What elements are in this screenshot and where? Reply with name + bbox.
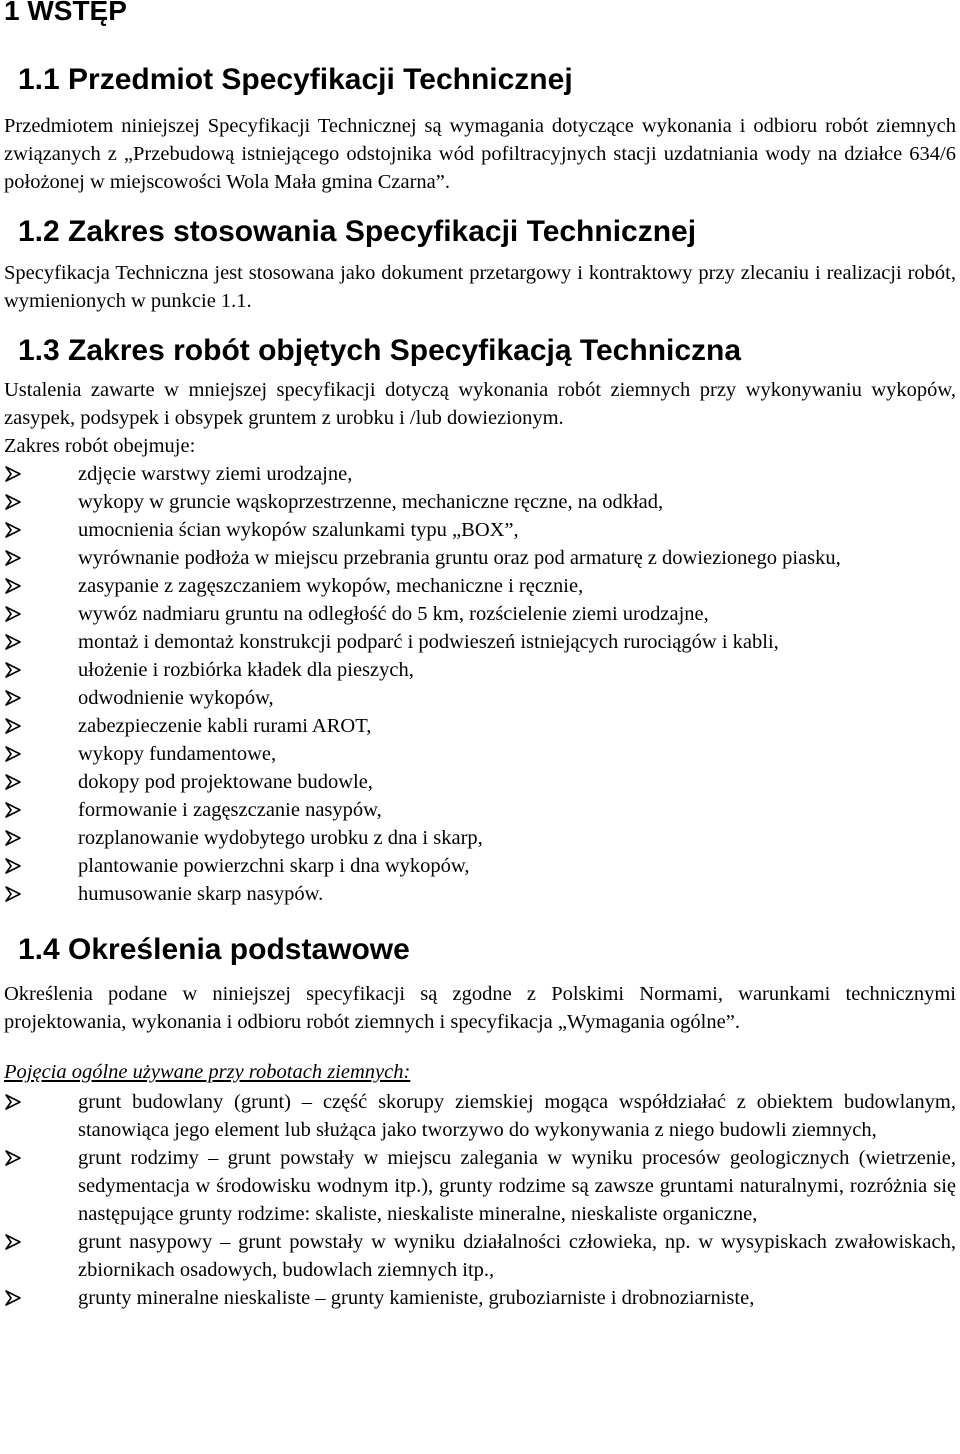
list-item-text: zabezpieczenie kabli rurami AROT, — [78, 715, 372, 737]
arrow-bullet-icon — [4, 796, 28, 824]
list-item — [4, 656, 956, 684]
section-heading-1-1: 1.1 Przedmiot Specyfikacji Technicznej — [18, 63, 573, 96]
arrow-bullet-icon — [4, 656, 28, 684]
list-item — [4, 572, 956, 600]
list-item-text: formowanie i zagęszczanie nasypów, — [78, 799, 382, 821]
list-item-text: wykopy w gruncie wąskoprzestrzenne, mechaniczne ręczne, na odkład, — [78, 491, 664, 513]
list-item-text: plantowanie powierzchni skarp i dna wykopów, — [78, 855, 470, 877]
list-item — [4, 460, 956, 488]
list-item-text: humusowanie skarp nasypów. — [78, 883, 324, 905]
scope-intro: Zakres robót obejmuje: — [4, 435, 196, 457]
list-item-text: grunt rodzimy – grunt powstały w miejscu zalegania w wyniku procesów geologicznych (wietrzenie, sedymentacja w środowisku wodnym itp.), grunty rodzime są zawsze gruntami naturalnymi, rozróżnia się następujące grunty rodzime: skaliste, nieskaliste mineralne, nieskaliste organiczne, — [78, 1147, 956, 1225]
list-item — [4, 824, 956, 852]
arrow-bullet-icon — [4, 740, 28, 768]
list-item — [4, 1228, 956, 1284]
arrow-bullet-icon — [4, 628, 28, 656]
list-item — [4, 852, 956, 880]
list-item — [4, 740, 956, 768]
arrow-bullet-icon — [4, 712, 28, 740]
arrow-bullet-icon — [4, 768, 28, 796]
chapter-heading: 1 WSTĘP — [4, 0, 127, 26]
arrow-bullet-icon — [4, 572, 28, 600]
arrow-bullet-icon — [4, 516, 28, 544]
list-item-text: dokopy pod projektowane budowle, — [78, 771, 373, 793]
section-paragraph-1-3: Ustalenia zawarte w mniejszej specyfikacji dotyczą wykonania robót ziemnych przy wykonywaniu wykopów, zasypek, podsypek i obsypek gruntem z urobku i /lub dowiezionym. — [4, 379, 956, 429]
section-heading-1-4: 1.4 Określenia podstawowe — [18, 933, 410, 966]
list-item — [4, 488, 956, 516]
list-item-text: zasypanie z zagęszczaniem wykopów, mechaniczne i ręcznie, — [78, 575, 584, 597]
list-item — [4, 516, 956, 544]
list-item-text: montaż i demontaż konstrukcji podparć i podwieszeń istniejących rurociągów i kabli, — [78, 631, 779, 653]
list-item-text: wywóz nadmiaru gruntu na odległość do 5 km, rozścielenie ziemi urodzajne, — [78, 603, 709, 625]
terms-heading: Pojęcia ogólne używane przy robotach ziemnych: — [4, 1061, 411, 1083]
section-heading-1-3: 1.3 Zakres robót objętych Specyfikacją Techniczna — [18, 334, 742, 367]
arrow-bullet-icon — [4, 824, 28, 852]
terms-list — [4, 1088, 956, 1312]
list-item-text: odwodnienie wykopów, — [78, 687, 274, 709]
list-item — [4, 684, 956, 712]
list-item-text: rozplanowanie wydobytego urobku z dna i skarp, — [78, 827, 483, 849]
section-heading-1-2: 1.2 Zakres stosowania Specyfikacji Technicznej — [18, 215, 697, 248]
list-item — [4, 712, 956, 740]
arrow-bullet-icon — [4, 600, 28, 628]
list-item — [4, 796, 956, 824]
arrow-bullet-icon — [4, 1088, 28, 1116]
arrow-bullet-icon — [4, 544, 28, 572]
section-paragraph-1-1: Przedmiotem niniejszej Specyfikacji Technicznej są wymagania dotyczące wykonania i odbioru robót ziemnych związanych z „Przebudową istniejącego odstojnika wód pofiltracyjnych stacji uzdatniania wody na działce 634/6 położonej w miejscowości Wola Mała gmina Czarna”. — [4, 115, 956, 193]
section-paragraph-1-4: Określenia podane w niniejszej specyfikacji są zgodne z Polskimi Normami, warunkami technicznymi projektowania, wykonania i odbioru robót ziemnych i specyfikacja „Wymagania ogólne”. — [4, 983, 956, 1033]
list-item — [4, 1088, 956, 1144]
list-item — [4, 544, 956, 572]
list-item-text: zdjęcie warstwy ziemi urodzajne, — [78, 463, 353, 485]
list-item — [4, 768, 956, 796]
arrow-bullet-icon — [4, 852, 28, 880]
arrow-bullet-icon — [4, 1228, 28, 1256]
list-item-text: ułożenie i rozbiórka kładek dla pieszych, — [78, 659, 414, 681]
list-item-text: wykopy fundamentowe, — [78, 743, 277, 765]
list-item — [4, 880, 956, 908]
list-item-text: umocnienia ścian wykopów szalunkami typu „BOX”, — [78, 519, 519, 541]
arrow-bullet-icon — [4, 460, 28, 488]
list-item-text: grunt nasypowy – grunt powstały w wyniku działalności człowieka, np. w wysypiskach zwałowiskach, zbiornikach osadowych, budowlach ziemnych itp., — [78, 1231, 956, 1281]
list-item — [4, 600, 956, 628]
scope-list — [4, 460, 956, 908]
arrow-bullet-icon — [4, 1144, 28, 1172]
list-item-text: wyrównanie podłoża w miejscu przebrania gruntu oraz pod armaturę z dowiezionego piasku, — [78, 547, 841, 569]
arrow-bullet-icon — [4, 1284, 28, 1312]
arrow-bullet-icon — [4, 488, 28, 516]
list-item — [4, 1284, 956, 1312]
list-item-text: grunt budowlany (grunt) – część skorupy ziemskiej mogąca współdziałać z obiektem budowlanym, stanowiąca jego element lub służąca jako tworzywo do wykonywania z niego budowli ziemnych, — [78, 1091, 956, 1141]
arrow-bullet-icon — [4, 880, 28, 908]
list-item — [4, 628, 956, 656]
section-paragraph-1-2: Specyfikacja Techniczna jest stosowana jako dokument przetargowy i kontraktowy przy zlecaniu i realizacji robót, wymienionych w punkcie 1.1. — [4, 262, 956, 312]
list-item — [4, 1144, 956, 1228]
arrow-bullet-icon — [4, 684, 28, 712]
list-item-text: grunty mineralne nieskaliste – grunty kamieniste, gruboziarniste i drobnoziarniste, — [78, 1287, 755, 1309]
